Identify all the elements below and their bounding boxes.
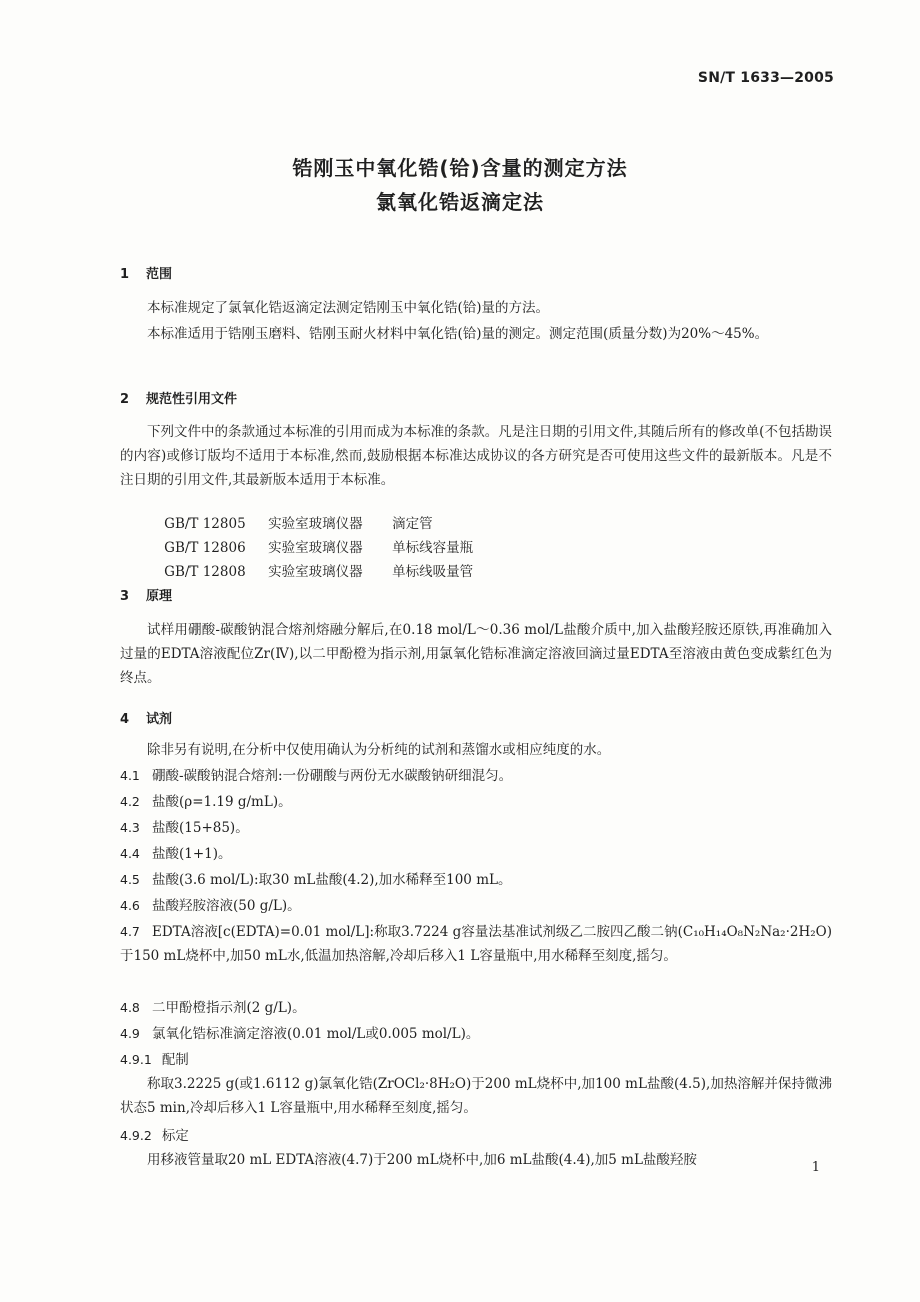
item-number: 4.8 bbox=[120, 1000, 140, 1015]
item-text: 盐酸(3.6 mol/L):取30 mL盐酸(4.2),加水稀释至100 mL。 bbox=[152, 872, 512, 888]
item-text: 硼酸-碳酸钠混合熔剂:一份硼酸与两份无水碳酸钠研细混匀。 bbox=[152, 768, 513, 784]
item-number: 4.3 bbox=[120, 820, 140, 835]
item-number: 4.9 bbox=[120, 1026, 140, 1041]
reagent-item bbox=[120, 920, 832, 968]
reference-name: 单标线吸量管 bbox=[392, 564, 474, 580]
reference-item bbox=[147, 544, 473, 596]
reagent-item bbox=[120, 842, 832, 866]
section-heading-scope bbox=[120, 263, 172, 282]
references-paragraph: 下列文件中的条款通过本标准的引用而成为本标准的条款。凡是注日期的引用文件,其随后所有的修改单(不包括勘误的内容)或修订版均不适用于本标准,然而,鼓励根据本标准达成协议的各方研究是否可使用这些文件的最新版本。凡是不注日期的引用文件,其最新版本适用于本标准。 bbox=[120, 424, 832, 488]
reference-code: GB/T 12808 bbox=[164, 564, 246, 580]
item-number: 4.6 bbox=[120, 898, 140, 913]
standard-code: SN/T 1633—2005 bbox=[697, 70, 834, 86]
reference-name: 滴定管 bbox=[392, 516, 433, 532]
reference-category: 实验室玻璃仪器 bbox=[268, 540, 363, 556]
item-text: 二甲酚橙指示剂(2 g/L)。 bbox=[152, 1000, 306, 1016]
scope-paragraph-1: 本标准规定了氯氧化锆返滴定法测定锆刚玉中氧化锆(铪)量的方法。 bbox=[147, 300, 550, 316]
reference-category: 实验室玻璃仪器 bbox=[268, 564, 363, 580]
reference-code: GB/T 12806 bbox=[164, 540, 246, 556]
reagent-item bbox=[120, 790, 832, 814]
page-number: 1 bbox=[811, 1160, 820, 1175]
section-heading-normative-references bbox=[120, 388, 237, 407]
item-number: 4.4 bbox=[120, 846, 140, 861]
reagent-item bbox=[120, 816, 832, 840]
section-number: 1 bbox=[120, 267, 130, 282]
reagent-item bbox=[120, 894, 832, 918]
subsection-title: 标定 bbox=[161, 1128, 189, 1144]
section-title: 规范性引用文件 bbox=[146, 392, 238, 407]
reagent-item bbox=[120, 764, 832, 788]
section-number: 2 bbox=[120, 392, 130, 407]
subsection-heading-calibration bbox=[120, 1124, 189, 1144]
item-number: 4.1 bbox=[120, 768, 140, 783]
document-title: 锆刚玉中氧化锆(铪)含量的测定方法 bbox=[292, 156, 628, 180]
section-heading-principle bbox=[120, 585, 172, 604]
reagents-intro: 除非另有说明,在分析中仅使用确认为分析纯的试剂和蒸馏水或相应纯度的水。 bbox=[147, 742, 611, 758]
section-title: 试剂 bbox=[146, 712, 173, 727]
item-text: 盐酸(ρ=1.19 g/mL)。 bbox=[152, 794, 292, 810]
section-title: 原理 bbox=[146, 589, 173, 604]
reference-category: 实验室玻璃仪器 bbox=[268, 516, 363, 532]
principle-paragraph: 试样用硼酸-碳酸钠混合熔剂熔融分解后,在0.18 mol/L～0.36 mol/L盐酸介质中,加入盐酸羟胺还原铁,再准确加入过量的EDTA溶液配位Zr(Ⅳ),以二甲酚橙为指示剂,用氯氧化锆标准滴定溶液回滴过量EDTA至溶液由黄色变成紫红色为终点。 bbox=[120, 622, 832, 686]
reagent-item bbox=[120, 868, 832, 892]
reagent-item bbox=[120, 1022, 832, 1046]
item-number: 4.7 bbox=[120, 924, 140, 939]
subsection-title: 配制 bbox=[161, 1052, 189, 1068]
section-heading-reagents bbox=[120, 708, 172, 727]
section-number: 3 bbox=[120, 589, 130, 604]
subsection-heading-preparation bbox=[120, 1048, 189, 1068]
document-subtitle: 氯氧化锆返滴定法 bbox=[376, 190, 544, 214]
item-text: 盐酸(15+85)。 bbox=[152, 820, 249, 836]
preparation-paragraph: 称取3.2225 g(或1.6112 g)氯氧化锆(ZrOCl₂·8H₂O)于200 mL烧杯中,加100 mL盐酸(4.5),加热溶解并保持微沸状态5 min,冷却后移入1 L容量瓶中,用水稀释至刻度,摇匀。 bbox=[120, 1076, 832, 1116]
subsection-number: 4.9.2 bbox=[120, 1128, 152, 1143]
item-text: 盐酸羟胺溶液(50 g/L)。 bbox=[152, 898, 301, 914]
section-number: 4 bbox=[120, 712, 130, 727]
subsection-number: 4.9.1 bbox=[120, 1052, 152, 1067]
reagent-item bbox=[120, 996, 832, 1020]
item-text: EDTA溶液[c(EDTA)=0.01 mol/L]:称取3.7224 g容量法基准试剂级乙二胺四乙酸二钠(C₁₀H₁₄O₈N₂Na₂·2H₂O)于150 mL烧杯中,加50 mL水,低温加热溶解,冷却后移入1 L容量瓶中,用水稀释至刻度,摇匀。 bbox=[120, 924, 832, 964]
item-number: 4.5 bbox=[120, 872, 140, 887]
scope-paragraph-2: 本标准适用于锆刚玉磨料、锆刚玉耐火材料中氧化锆(铪)量的测定。测定范围(质量分数)为20%～45%。 bbox=[147, 326, 769, 342]
reference-name: 单标线容量瓶 bbox=[392, 540, 474, 556]
item-text: 氯氧化锆标准滴定溶液(0.01 mol/L或0.005 mol/L)。 bbox=[152, 1026, 480, 1042]
item-text: 盐酸(1+1)。 bbox=[152, 846, 232, 862]
reference-code: GB/T 12805 bbox=[164, 516, 246, 532]
item-number: 4.2 bbox=[120, 794, 140, 809]
calibration-paragraph: 用移液管量取20 mL EDTA溶液(4.7)于200 mL烧杯中,加6 mL盐酸(4.4),加5 mL盐酸羟胺 bbox=[147, 1152, 697, 1168]
section-title: 范围 bbox=[146, 267, 173, 282]
